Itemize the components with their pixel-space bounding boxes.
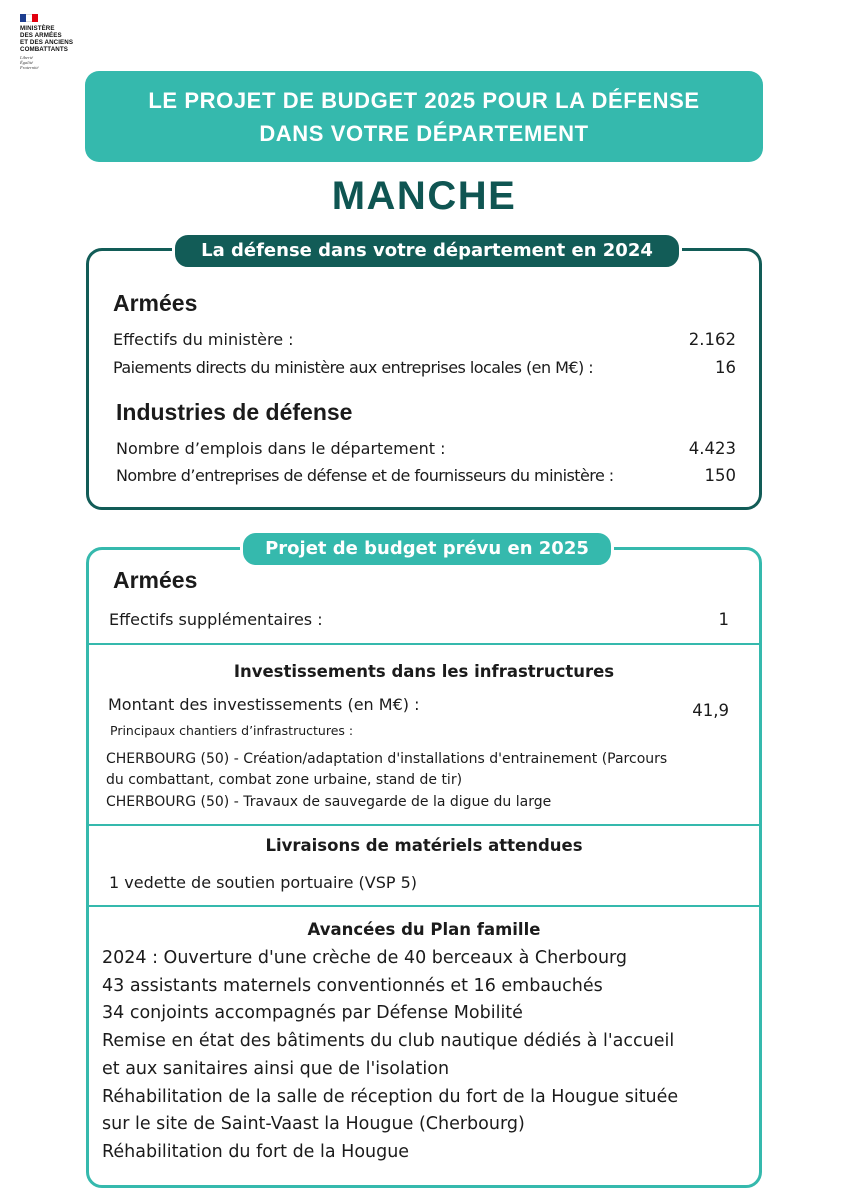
entreprises-value: 150: [704, 466, 736, 485]
plan-line: 2024 : Ouverture d'une crèche de 40 berceaux à Cherbourg: [102, 948, 628, 968]
chantiers-label: Principaux chantiers d’infrastructures :: [110, 723, 354, 738]
emplois-value: 4.423: [688, 439, 736, 458]
plan-famille-list: [102, 945, 752, 1167]
plan-line: 43 assistants maternels conventionnés et 16 embauchés: [102, 975, 603, 996]
chantier-line: CHERBOURG (50) - Création/adaptation d'installations d'entrainement (Parcours: [106, 751, 668, 767]
section-2024-title: La défense dans votre département en 2024: [172, 232, 682, 270]
livraisons-heading: Livraisons de matériels attendues: [265, 836, 583, 855]
logo-motto: [20, 55, 110, 70]
divider: [89, 905, 759, 907]
ministry-name: [20, 25, 110, 53]
logo-line: ET DES ANCIENS: [20, 39, 74, 46]
banner-line-1: LE PROJET DE BUDGET 2025 POUR LA DÉFENSE: [148, 88, 700, 113]
paiements-value: 16: [715, 358, 736, 377]
paiements-label: Paiements directs du ministère aux entreprises locales (en M€) :: [113, 358, 594, 377]
ministry-logo: [20, 14, 110, 70]
armees-2024-heading: Armées: [113, 290, 198, 316]
plan-line: Réhabilitation de la salle de réception du fort de la Hougue située: [102, 1086, 679, 1107]
plan-line: sur le site de Saint-Vaast la Hougue (Cherbourg): [102, 1114, 525, 1135]
livraison-item: 1 vedette de soutien portuaire (VSP 5): [109, 873, 418, 892]
infrastructures-heading: Investissements dans les infrastructures: [233, 662, 615, 681]
banner-line-2: DANS VOTRE DÉPARTEMENT: [259, 121, 589, 146]
divider: [89, 824, 759, 826]
entreprises-label: Nombre d’entreprises de défense et de fournisseurs du ministère :: [116, 466, 614, 485]
motto-line: Égalité: [20, 60, 33, 65]
plan-line: Réhabilitation du fort de la Hougue: [102, 1141, 410, 1162]
chantier-line: CHERBOURG (50) - Travaux de sauvegarde de la digue du large: [106, 794, 552, 810]
motto-line: Fraternité: [20, 65, 39, 70]
investissements-label: Montant des investissements (en M€) :: [108, 695, 420, 714]
armees-2025-heading: Armées: [113, 567, 198, 593]
plan-line: Remise en état des bâtiments du club nautique dédiés à l'accueil: [102, 1031, 675, 1052]
logo-line: DES ARMÉES: [20, 32, 62, 39]
effectifs-supp-value: 1: [718, 610, 729, 629]
industries-heading: Industries de défense: [116, 399, 353, 425]
logo-line: MINISTÈRE: [20, 25, 55, 32]
plan-famille-heading: Avancées du Plan famille: [307, 920, 541, 939]
department-name: MANCHE: [331, 174, 517, 218]
motto-line: Liberté: [20, 55, 33, 60]
effectifs-supp-label: Effectifs supplémentaires :: [109, 610, 323, 629]
emplois-label: Nombre d’emplois dans le département :: [116, 439, 446, 458]
section-2025-title: Projet de budget prévu en 2025: [240, 530, 614, 568]
plan-line: et aux sanitaires ainsi que de l'isolation: [102, 1058, 450, 1079]
effectifs-value: 2.162: [688, 330, 736, 349]
investissements-value: 41,9: [692, 701, 729, 720]
effectifs-label: Effectifs du ministère :: [113, 330, 294, 349]
divider: [89, 643, 759, 645]
plan-line: 34 conjoints accompagnés par Défense Mobilité: [102, 1003, 523, 1024]
chantier-line: du combattant, combat zone urbaine, stand de tir): [106, 772, 463, 788]
french-flag-icon: [20, 14, 38, 22]
logo-line: COMBATTANTS: [20, 46, 68, 53]
title-banner: [85, 71, 763, 162]
